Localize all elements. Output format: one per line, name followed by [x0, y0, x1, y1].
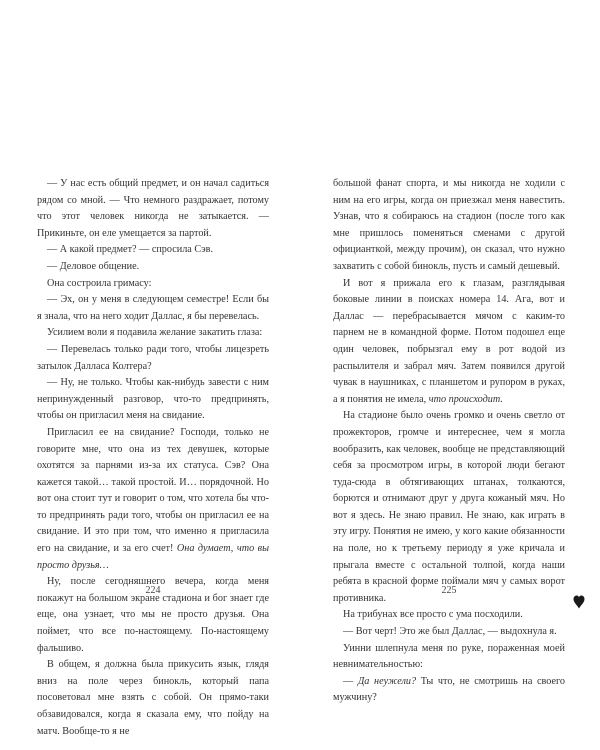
paragraph: Усилием воли я подавила желание закатить глаза:: [47, 327, 263, 339]
paragraph-text: И вот я прижала его к глазам, разглядывая боковые линии в поисках номера 14. Ага, вот и Даллас — перебрасывается мячом с каким-то парнем не в командной форме. Потом подошел еще один человек, побрызгал ему в рот водой из распылителя и забрал мяч. Затем появился другой чувак в наушниках, с планшетом и рупором в руках, а я понятия не имела,: [333, 277, 565, 405]
paragraph-italic: Она думает, что вы просто друзья…: [37, 543, 269, 571]
paragraph-italic: Да неужели?: [357, 675, 417, 687]
paragraph: На стадионе было очень громко и очень светло от прожекторов, громче и интереснее, чем я могла вообразить, как человек, вообще не представляющий себя за просмотром игры, в которой люди бегают туда-сюда в обтягивающих штанах, толкаются, борются и отнимают друг у друга кожаный мяч. Но вот я здесь. Не знаю правил. Не знаю, как играть в эту игру. Понятия не имею, у кого какие обязанности на поле, но к третьему периоду я уже кричала и прыгала вместе с остальной толпой, когда наши ребята в красной форме поймали мяч у самых ворот противника.: [333, 410, 565, 604]
paragraph: большой фанат спорта, и мы никогда не ходили с ним на его игры, когда он приезжал меня навестить. Узнав, что я собираюсь на стадион (после того как мне пришлось поменяться сменами с другой официанткой, между прочим), он сказал, что нужно захватить с собой бинокль, пусть и самый дешевый.: [333, 178, 565, 272]
paragraph: — У нас есть общий предмет, и он начал садиться рядом со мной. — Что немного раздражает, потому что этот человек никогда не затыкается. — Прикиньте, он еле умещается за партой.: [37, 178, 269, 239]
paragraph: — Эх, он у меня в следующем семестре! Если бы я знала, что на него ходит Даллас, я бы перевелась.: [37, 294, 269, 322]
paragraph: [37, 425, 269, 574]
page-number-right: 225: [441, 585, 457, 596]
paragraph: — Перевелась только ради того, чтобы лицезреть затылок Далласа Колтера?: [37, 343, 269, 372]
heart-shape: [574, 596, 585, 609]
heart-icon: [573, 595, 585, 609]
paragraph: Ну, после сегодняшнего вечера, когда меня покажут на большом экране стадиона и бог знает где еще, она узнает, что мы не просто друзья. Она поймет, что все по-настоящему. По-настоящему фальшиво.: [37, 576, 269, 654]
paragraph: — Деловое общение.: [47, 260, 140, 272]
paragraph-text: Ты что, не смотришь на своего мужчину?: [333, 675, 565, 704]
paragraph: На трибунах все просто с ума посходили.: [343, 609, 523, 621]
paragraph: Она состроила гримасу:: [47, 277, 152, 289]
left-page-column: [37, 176, 269, 740]
paragraph-dash: —: [343, 675, 358, 687]
right-page-column: [333, 176, 565, 707]
paragraph: [333, 674, 565, 707]
paragraph: В общем, я должна была прикусить язык, глядя вниз на поле через бинокль, который папа посоветовал мне взять с собой. Он прямо-таки обзавидовался, когда я сказала ему, что пойду на матч. Вообще-то я не: [37, 659, 269, 737]
paragraph: Уинни шлепнула меня по руке, пораженная моей невнимательностью:: [333, 642, 565, 671]
paragraph-italic: что происходит.: [428, 393, 503, 405]
paragraph: — Вот черт! Это же был Даллас, — выдохнула я.: [343, 626, 557, 638]
paragraph: — А какой предмет? — спросила Сэв.: [47, 244, 214, 256]
paragraph: [333, 276, 565, 409]
paragraph-text: Пригласил ее на свидание? Господи, только не говорите мне, что она из тех девушек, которые охотятся за парнями из-за их статуса. Сэв? Она кажется такой… такой простой. И… порядочной. Но вот она стоит тут и говорит о том, что хотела бы что-то предпринять ради того, чтобы он пригласил ее на свидание. И это при том, что именно я пригласила его на свидание, и за его счет!: [37, 426, 269, 555]
page-number-left: 224: [145, 585, 161, 596]
paragraph: — Ну, не только. Чтобы как-нибудь завести с ним непринужденный разговор, что-то предпринять, чтобы он пригласил меня на свидание.: [37, 377, 269, 422]
